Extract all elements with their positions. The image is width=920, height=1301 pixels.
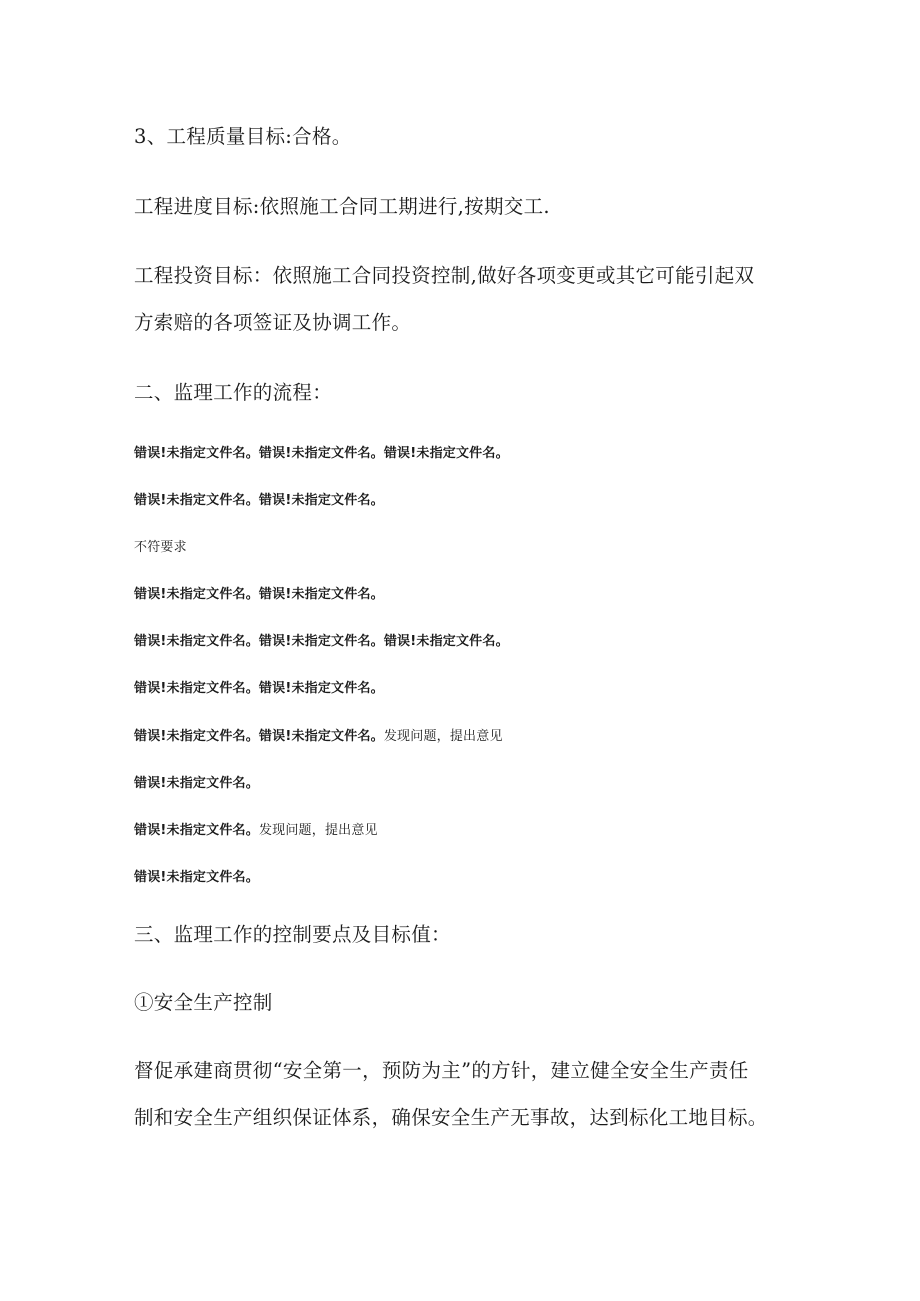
section3-heading: 三、监理工作的控制要点及目标值：: [134, 923, 451, 946]
flow-line-6: 错误!未指定文件名。错误!未指定文件名。: [134, 681, 384, 696]
flow-line-4: 错误!未指定文件名。错误!未指定文件名。: [134, 587, 384, 602]
flow-line-7: [134, 730, 503, 743]
flow-line-3: 不符要求: [134, 540, 187, 555]
quality-goal: 3、工程质量目标:合格。: [134, 125, 352, 148]
flow-line-1: 错误!未指定文件名。错误!未指定文件名。错误!未指定文件名。: [134, 446, 509, 461]
safety-line2: 制和安全生产组织保证体系，确保安全生产无事故，达到标化工地目标。: [134, 1106, 768, 1129]
flow-line-9-note: 发现问题，提出意见: [258, 823, 378, 838]
investment-goal-line2: 方索赔的各项签证及协调工作。: [134, 311, 412, 334]
section2-heading: 二、监理工作的流程：: [134, 381, 333, 404]
flow-line-7-note: 发现问题，提出意见: [383, 729, 503, 744]
flow-line-8: 错误!未指定文件名。: [134, 776, 259, 791]
flow-line-7-error: 错误!未指定文件名。错误!未指定文件名。: [134, 729, 384, 744]
flow-line-9-error: 错误!未指定文件名。: [134, 823, 259, 838]
flow-line-2: 错误!未指定文件名。错误!未指定文件名。: [134, 493, 384, 508]
flow-line-9: [134, 824, 378, 837]
investment-goal-line1: 工程投资目标：依照施工合同投资控制,做好各项变更或其它可能引起双: [134, 264, 755, 287]
flow-line-5: 错误!未指定文件名。错误!未指定文件名。错误!未指定文件名。: [134, 634, 509, 649]
schedule-goal: 工程进度目标:依照施工合同工期进行,按期交工.: [134, 195, 550, 218]
safety-heading: ①安全生产控制: [134, 991, 273, 1014]
safety-line1: 督促承建商贯彻“安全第一，预防为主”的方针，建立健全安全生产责任: [134, 1059, 749, 1082]
flow-line-10: 错误!未指定文件名。: [134, 870, 259, 885]
